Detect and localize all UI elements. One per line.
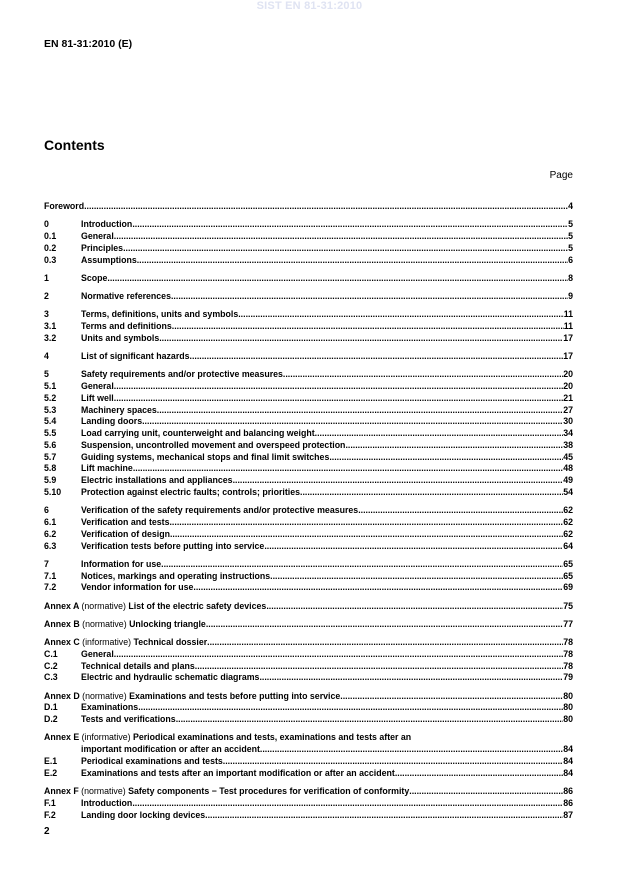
toc-entry-label: Scope (81, 272, 108, 283)
toc-entry-number: C.2 (44, 660, 58, 671)
annex-kind: (normative) (82, 690, 127, 701)
annex-heading-continuation[interactable] (44, 744, 573, 756)
page-column-header: Page (549, 170, 573, 181)
toc-entry[interactable] (44, 582, 573, 594)
toc-entry-page: 48 (563, 463, 573, 474)
toc-entry[interactable] (44, 529, 573, 541)
dot-leader (315, 428, 564, 440)
dot-leader (172, 321, 564, 333)
dot-leader (176, 714, 564, 726)
toc-entry-label: Verification of design (81, 528, 170, 539)
toc-entry-label: Lift well (81, 392, 114, 403)
toc-entry-number: 5.3 (44, 404, 57, 415)
toc-entry[interactable] (44, 273, 573, 285)
dot-leader (114, 381, 563, 393)
toc-entry-number: 3.1 (44, 320, 57, 331)
toc-entry-page: 4 (568, 201, 573, 211)
annex-page: 84 (563, 744, 573, 755)
toc-entry-number: 5 (44, 369, 49, 380)
toc-entry-number: F.1 (44, 797, 56, 808)
toc-entry-number: 7 (44, 558, 49, 569)
toc-entry[interactable] (44, 440, 573, 452)
toc-entry[interactable] (44, 428, 573, 440)
toc-entry-page: 34 (563, 428, 573, 439)
annex-page: 77 (563, 618, 573, 629)
annex-prefix: Annex B (44, 618, 80, 629)
toc-entry-number: 6.3 (44, 540, 57, 551)
toc-entry-number: F.2 (44, 809, 56, 820)
dot-leader (206, 619, 563, 631)
toc-entry-page: 62 (563, 528, 573, 539)
toc-entry-number: 0 (44, 219, 49, 230)
toc-entry-number: 6.2 (44, 528, 57, 539)
toc-entry-label: Periodical examinations and tests (81, 755, 223, 766)
toc-entry-page: 54 (563, 487, 573, 498)
toc-entry[interactable] (44, 475, 573, 487)
table-of-contents (44, 201, 573, 821)
page-number: 2 (44, 826, 50, 837)
toc-entry-page: 62 (563, 505, 573, 516)
toc-entry[interactable] (44, 393, 573, 405)
annex-title: Periodical examinations and tests, examinations and tests after an (133, 732, 412, 743)
annex-heading[interactable] (44, 619, 573, 631)
toc-entry-label: Vendor information for use (81, 582, 194, 593)
annex-heading[interactable] (44, 786, 573, 798)
watermark: SIST EN 81-31:2010 (256, 0, 363, 12)
toc-entry-number: 0.2 (44, 242, 57, 253)
toc-entry-page: 78 (563, 660, 573, 671)
dot-leader (238, 309, 563, 321)
toc-entry-label: Principles (81, 242, 124, 253)
toc-entry[interactable] (44, 505, 573, 517)
toc-entry[interactable] (44, 452, 573, 464)
dot-leader (259, 672, 563, 684)
page-title: Contents (44, 137, 105, 153)
toc-entry[interactable] (44, 463, 573, 475)
annex-kind: (informative) (82, 637, 132, 647)
toc-entry-page: 80 (563, 714, 573, 725)
annex-kind: (normative) (81, 785, 126, 796)
toc-entry-number: 5.6 (44, 439, 57, 450)
dot-leader (137, 255, 568, 267)
annex-title: List of the electric safety devices (128, 600, 267, 611)
toc-entry-label: Safety requirements and/or protective measures (81, 369, 283, 380)
toc-entry-number: 7.2 (44, 582, 57, 593)
toc-entry-number: 6 (44, 505, 49, 516)
dot-leader (358, 505, 563, 517)
dot-leader (409, 786, 563, 798)
dot-leader (123, 243, 568, 255)
toc-entry[interactable] (44, 487, 573, 499)
dot-leader (270, 571, 563, 583)
toc-entry-page: 17 (563, 350, 573, 361)
toc-entry[interactable] (44, 661, 573, 673)
toc-entry-page: 27 (563, 404, 573, 415)
toc-entry[interactable] (44, 405, 573, 417)
toc-entry-number: 5.9 (44, 475, 57, 486)
toc-entry-page: 62 (563, 517, 573, 528)
toc-entry-label: Protection against electric faults; controls; priorities (81, 487, 300, 498)
toc-entry-number: D.2 (44, 714, 58, 725)
toc-entry-page: 87 (563, 809, 573, 820)
toc-entry-page: 21 (563, 392, 573, 403)
toc-entry[interactable] (44, 810, 573, 822)
toc-entry-page: 5 (568, 230, 573, 241)
dot-leader (233, 475, 564, 487)
dot-leader (171, 291, 568, 303)
annex-prefix: Annex F (44, 785, 79, 796)
annex-heading[interactable] (44, 732, 573, 744)
toc-entry[interactable] (44, 649, 573, 661)
toc-entry[interactable] (44, 714, 573, 726)
toc-entry-label: Landing door locking devices (81, 809, 206, 820)
toc-entry[interactable] (44, 351, 573, 363)
annex-kind: (normative) (81, 600, 126, 611)
toc-entry-page: 38 (563, 439, 573, 450)
toc-entry-number: D.1 (44, 702, 58, 713)
toc-entry-label: Verification and tests (81, 517, 170, 528)
toc-entry-label: Suspension, uncontrolled movement and overspeed protection (81, 439, 346, 450)
toc-entry-page: 20 (563, 380, 573, 391)
toc-entry[interactable] (44, 672, 573, 684)
toc-entry-label: Foreword (44, 201, 85, 211)
toc-entry[interactable] (44, 243, 573, 255)
toc-entry[interactable] (44, 309, 573, 321)
toc-entry-label: Introduction (81, 219, 133, 230)
toc-entry[interactable] (44, 219, 573, 231)
toc-entry-number: 0.1 (44, 230, 57, 241)
toc-entry-label: General (81, 648, 114, 659)
toc-entry-number: 5.4 (44, 416, 57, 427)
toc-entry-page: 20 (563, 369, 573, 380)
toc-entry-page: 65 (563, 570, 573, 581)
dot-leader (205, 810, 563, 822)
toc-entry-label: List of significant hazards (81, 350, 190, 361)
dot-leader (138, 702, 563, 714)
toc-entry-page: 11 (563, 320, 573, 331)
toc-entry-page: 49 (563, 475, 573, 486)
toc-entry-page: 45 (563, 451, 573, 462)
dot-leader (170, 529, 563, 541)
annex-heading[interactable] (44, 691, 573, 703)
toc-entry-number: E.1 (44, 755, 58, 766)
toc-entry[interactable] (44, 517, 573, 529)
toc-entry-label: Terms, definitions, units and symbols (81, 309, 239, 320)
toc-entry[interactable] (44, 369, 573, 381)
annex-prefix: Annex D (44, 690, 80, 701)
toc-entry[interactable] (44, 559, 573, 571)
dot-leader (329, 452, 563, 464)
dot-leader (345, 440, 563, 452)
toc-entry-number: 7.1 (44, 570, 57, 581)
dot-leader (84, 201, 568, 213)
toc-entry-page: 5 (568, 219, 573, 230)
toc-entry-label: Verification of the safety requirements and/or protective measures (81, 505, 359, 516)
toc-entry[interactable] (44, 231, 573, 243)
toc-entry-page: 79 (563, 672, 573, 683)
dot-leader (114, 393, 563, 405)
toc-entry-label: Notices, markings and operating instructions (81, 570, 271, 581)
toc-entry-page: 86 (563, 797, 573, 808)
dot-leader (161, 559, 563, 571)
toc-entry[interactable] (44, 756, 573, 768)
toc-entry-number: 3.2 (44, 332, 57, 343)
annex-kind: (informative) (81, 732, 131, 743)
toc-entry-number: 6.1 (44, 517, 57, 528)
toc-entry[interactable] (44, 201, 573, 213)
toc-entry-label: Information for use (81, 558, 162, 569)
toc-entry-number: 5.8 (44, 463, 57, 474)
toc-entry[interactable] (44, 571, 573, 583)
dot-leader (133, 463, 563, 475)
dot-leader (107, 273, 568, 285)
toc-entry-number: 0.3 (44, 254, 57, 265)
toc-entry-label: Examinations (81, 702, 139, 713)
toc-entry-label: Assumptions (81, 254, 137, 265)
toc-entry-label: Normative references (81, 290, 171, 301)
toc-entry-page: 65 (563, 558, 573, 569)
dot-leader (132, 219, 568, 231)
toc-entry-number: 5.1 (44, 380, 57, 391)
annex-title: Unlocking triangle (129, 618, 206, 629)
toc-entry-page: 11 (563, 309, 573, 320)
toc-entry[interactable] (44, 768, 573, 780)
toc-entry-page: 9 (568, 290, 573, 301)
toc-entry[interactable] (44, 291, 573, 303)
annex-title-continuation: important modification or after an accident (81, 744, 260, 755)
dot-leader (195, 661, 563, 673)
toc-entry-label: Electric and hydraulic schematic diagrams (81, 672, 260, 683)
dot-leader (159, 333, 563, 345)
toc-entry-page: 17 (563, 332, 573, 343)
toc-entry[interactable] (44, 702, 573, 714)
toc-entry[interactable] (44, 255, 573, 267)
toc-entry-number: C.3 (44, 672, 58, 683)
toc-entry-label: Lift machine (81, 463, 133, 474)
toc-entry-label: Tests and verifications (81, 714, 176, 725)
toc-entry-page: 30 (563, 416, 573, 427)
annex-prefix: Annex E (44, 732, 80, 743)
toc-entry[interactable] (44, 321, 573, 333)
toc-entry-label: Introduction (81, 797, 133, 808)
toc-entry-number: 5.2 (44, 392, 57, 403)
dot-leader (132, 798, 563, 810)
toc-entry-page: 80 (563, 702, 573, 713)
annex-heading[interactable] (44, 637, 573, 649)
dot-leader (266, 601, 563, 613)
annex-page: 86 (563, 785, 573, 796)
dot-leader (340, 691, 563, 703)
dot-leader (264, 541, 563, 553)
toc-entry-number: 5.10 (44, 487, 62, 498)
annex-prefix: Annex A (44, 600, 80, 611)
toc-entry-label: Machinery spaces (81, 404, 157, 415)
toc-entry-page: 84 (563, 755, 573, 766)
toc-entry-number: E.2 (44, 767, 58, 778)
toc-entry[interactable] (44, 798, 573, 810)
dot-leader (142, 416, 563, 428)
toc-entry-page: 8 (568, 272, 573, 283)
dot-leader (114, 649, 563, 661)
annex-page: 75 (563, 600, 573, 611)
document-id: EN 81-31:2010 (E) (44, 38, 133, 50)
dot-leader (223, 756, 563, 768)
annex-prefix: Annex C (44, 637, 80, 647)
toc-entry-label: Technical details and plans (81, 660, 195, 671)
toc-entry-label: General (81, 230, 114, 241)
toc-entry-label: General (81, 380, 114, 391)
toc-entry-label: Units and symbols (81, 332, 160, 343)
dot-leader (300, 487, 563, 499)
toc-entry-page: 84 (563, 767, 573, 778)
toc-entry-page: 6 (568, 254, 573, 265)
toc-entry-number: 4 (44, 350, 49, 361)
toc-entry-number: 1 (44, 272, 49, 283)
toc-entry-page: 78 (563, 648, 573, 659)
annex-heading[interactable] (44, 601, 573, 613)
annex-page: 78 (563, 637, 573, 647)
toc-entry-page: 69 (563, 582, 573, 593)
dot-leader (169, 517, 563, 529)
dot-leader (260, 744, 563, 756)
toc-entry-number: 3 (44, 309, 49, 320)
dot-leader (193, 582, 563, 594)
dot-leader (207, 637, 563, 649)
toc-entry-page: 5 (568, 242, 573, 253)
toc-entry-label: Verification tests before putting into service (81, 540, 265, 551)
dot-leader (395, 768, 563, 780)
toc-entry[interactable] (44, 416, 573, 428)
toc-entry-label: Load carrying unit, counterweight and balancing weight (81, 428, 315, 439)
dot-leader (190, 351, 564, 363)
annex-kind: (normative) (82, 618, 127, 629)
toc-entry-label: Guiding systems, mechanical stops and final limit switches (81, 451, 330, 462)
dot-leader (157, 405, 563, 417)
toc-entry-page: 64 (563, 540, 573, 551)
toc-entry-label: Landing doors (81, 416, 143, 427)
toc-entry-label: Examinations and tests after an important modification or after an accident (81, 767, 395, 778)
toc-entry[interactable] (44, 381, 573, 393)
toc-entry[interactable] (44, 333, 573, 345)
annex-title: Safety components − Test procedures for verification of conformity (128, 785, 410, 796)
toc-entry-label: Electric installations and appliances (81, 475, 233, 486)
dot-leader (114, 231, 568, 243)
dot-leader (283, 369, 563, 381)
annex-title: Technical dossier (133, 637, 208, 647)
annex-page: 80 (563, 690, 573, 701)
toc-entry-number: C.1 (44, 648, 58, 659)
toc-entry-number: 2 (44, 290, 49, 301)
annex-title: Examinations and tests before putting into service (129, 690, 341, 701)
toc-entry-number: 5.5 (44, 428, 57, 439)
toc-entry[interactable] (44, 541, 573, 553)
toc-entry-number: 5.7 (44, 451, 57, 462)
toc-entry-label: Terms and definitions (81, 320, 172, 331)
